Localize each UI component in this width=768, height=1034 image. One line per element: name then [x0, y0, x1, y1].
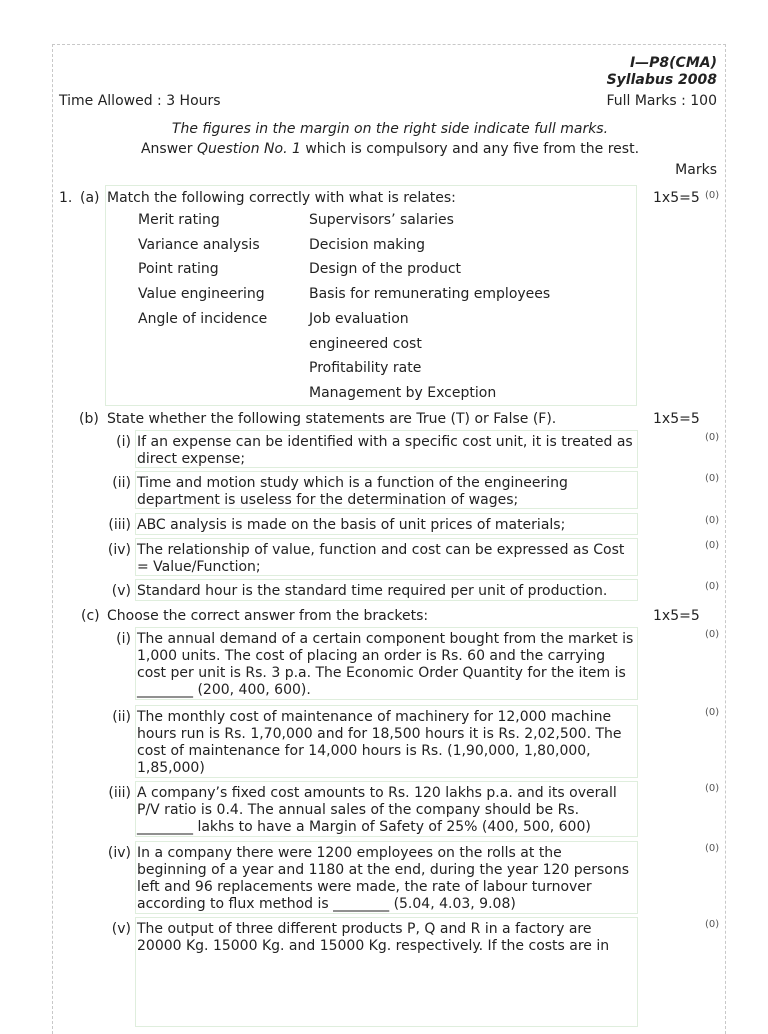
part-c-marks: 1x5=5: [653, 608, 700, 624]
item-number: (ii): [112, 709, 131, 725]
part-a-marks: 1x5=5: [653, 190, 700, 206]
item-mark-tag: (0): [705, 473, 720, 484]
item-mark-tag: (0): [705, 629, 720, 640]
item-number: (ii): [112, 475, 131, 491]
item-mark-tag: (0): [705, 540, 720, 551]
match-right-item: Management by Exception: [309, 384, 497, 401]
match-left-item: Angle of incidence: [138, 310, 268, 327]
paper-code: I—P8(CMA): [629, 55, 717, 71]
item-mark-tag: (0): [705, 783, 720, 794]
instruction-question-ref: Question No. 1: [196, 141, 301, 157]
item-mark-tag: (0): [705, 432, 720, 443]
match-left-item: Merit rating: [138, 212, 220, 228]
item-text: The annual demand of a certain component bought from the market is 1,000 units. The cost of placing an order is Rs. 60 and the carrying cost per unit is Rs. 3 p.a. The Economic Order Quantity for the item is ________ (200, 400, 600).: [137, 631, 634, 698]
part-b-marks: 1x5=5: [653, 411, 700, 427]
part-c-label: (c): [81, 608, 100, 624]
item-number: (iii): [108, 517, 131, 533]
match-left-item: Point rating: [138, 261, 219, 278]
part-b-label: (b): [79, 411, 99, 427]
instruction-text: Answer: [140, 141, 197, 157]
item-number: (iv): [107, 845, 131, 861]
match-right-item: Supervisors’ salaries: [309, 212, 454, 228]
time-allowed: Time Allowed : 3 Hours: [59, 93, 221, 109]
part-a-label: (a): [80, 190, 100, 206]
item-text: ABC analysis is made on the basis of unit prices of materials;: [137, 517, 566, 533]
item-number: (i): [116, 631, 131, 647]
instruction-text: which is compulsory and any five from the rest.: [300, 141, 640, 157]
part-b-text: State whether the following statements are True (T) or False (F).: [107, 411, 557, 427]
item-text: In a company there were 1200 employees on the rolls at the beginning of a year and 1180 at the end, during the year 120 persons left and 96 replacements were made, the rate of labour turnover according to flux method is ________ (5.04, 4.03, 9.08): [137, 845, 630, 912]
question-number: 1.: [59, 190, 73, 206]
match-right-item: Basis for remunerating employees: [309, 286, 551, 303]
question-paper-page: [52, 44, 726, 1034]
part-a-text: Match the following correctly with what is relates:: [107, 190, 456, 206]
match-right-item: Decision making: [309, 236, 426, 253]
item-number: (i): [116, 434, 131, 450]
syllabus-year: Syllabus 2008: [606, 72, 717, 88]
instruction-line-1: The figures in the margin on the right side indicate full marks.: [171, 121, 609, 137]
item-text: The monthly cost of maintenance of machinery for 12,000 machine hours run is Rs. 1,70,000 and for 18,500 hours it is Rs. 2,02,500. The cost of maintenance for 14,000 hours is Rs. (1,90,000, 1,80,000, 1,85,000): [137, 709, 622, 776]
match-left-item: Value engineering: [138, 286, 265, 303]
item-mark-tag: (0): [705, 919, 720, 930]
item-mark-tag: (0): [705, 843, 720, 854]
full-marks: Full Marks : 100: [606, 93, 717, 109]
item-mark-tag: (0): [705, 581, 720, 592]
item-text: Time and motion study which is a function of the engineering department is useless for the determination of wages;: [137, 475, 568, 508]
item-text: A company’s fixed cost amounts to Rs. 120 lakhs p.a. and its overall P/V ratio is 0.4. The annual sales of the company should be Rs. ________ lakhs to have a Margin of Safety of 25% (400, 500, 600): [137, 785, 617, 835]
item-number: (v): [111, 921, 131, 937]
match-right-item: engineered cost: [309, 335, 422, 352]
match-right-item: Profitability rate: [309, 360, 422, 377]
match-right-item: Job evaluation: [309, 310, 409, 327]
part-a-mark-tag: (0): [705, 190, 720, 201]
match-left-item: Variance analysis: [138, 236, 260, 253]
part-c-text: Choose the correct answer from the brackets:: [107, 608, 429, 624]
item-text: If an expense can be identified with a specific cost unit, it is treated as direct expense;: [137, 434, 633, 467]
item-number: (iii): [108, 785, 131, 801]
item-text: Standard hour is the standard time required per unit of production.: [137, 583, 608, 599]
item-number: (v): [111, 583, 131, 599]
instruction-line-2: [53, 141, 727, 158]
marks-column-header: Marks: [675, 162, 717, 178]
item-mark-tag: (0): [705, 515, 720, 526]
item-text: The relationship of value, function and cost can be expressed as Cost = Value/Function;: [137, 542, 625, 575]
item-number: (iv): [107, 542, 131, 558]
item-mark-tag: (0): [705, 707, 720, 718]
item-text: The output of three different products P, Q and R in a factory are 20000 Kg. 15000 Kg. and 15000 Kg. respectively. If the costs are in: [137, 921, 610, 954]
match-right-item: Design of the product: [309, 261, 462, 278]
